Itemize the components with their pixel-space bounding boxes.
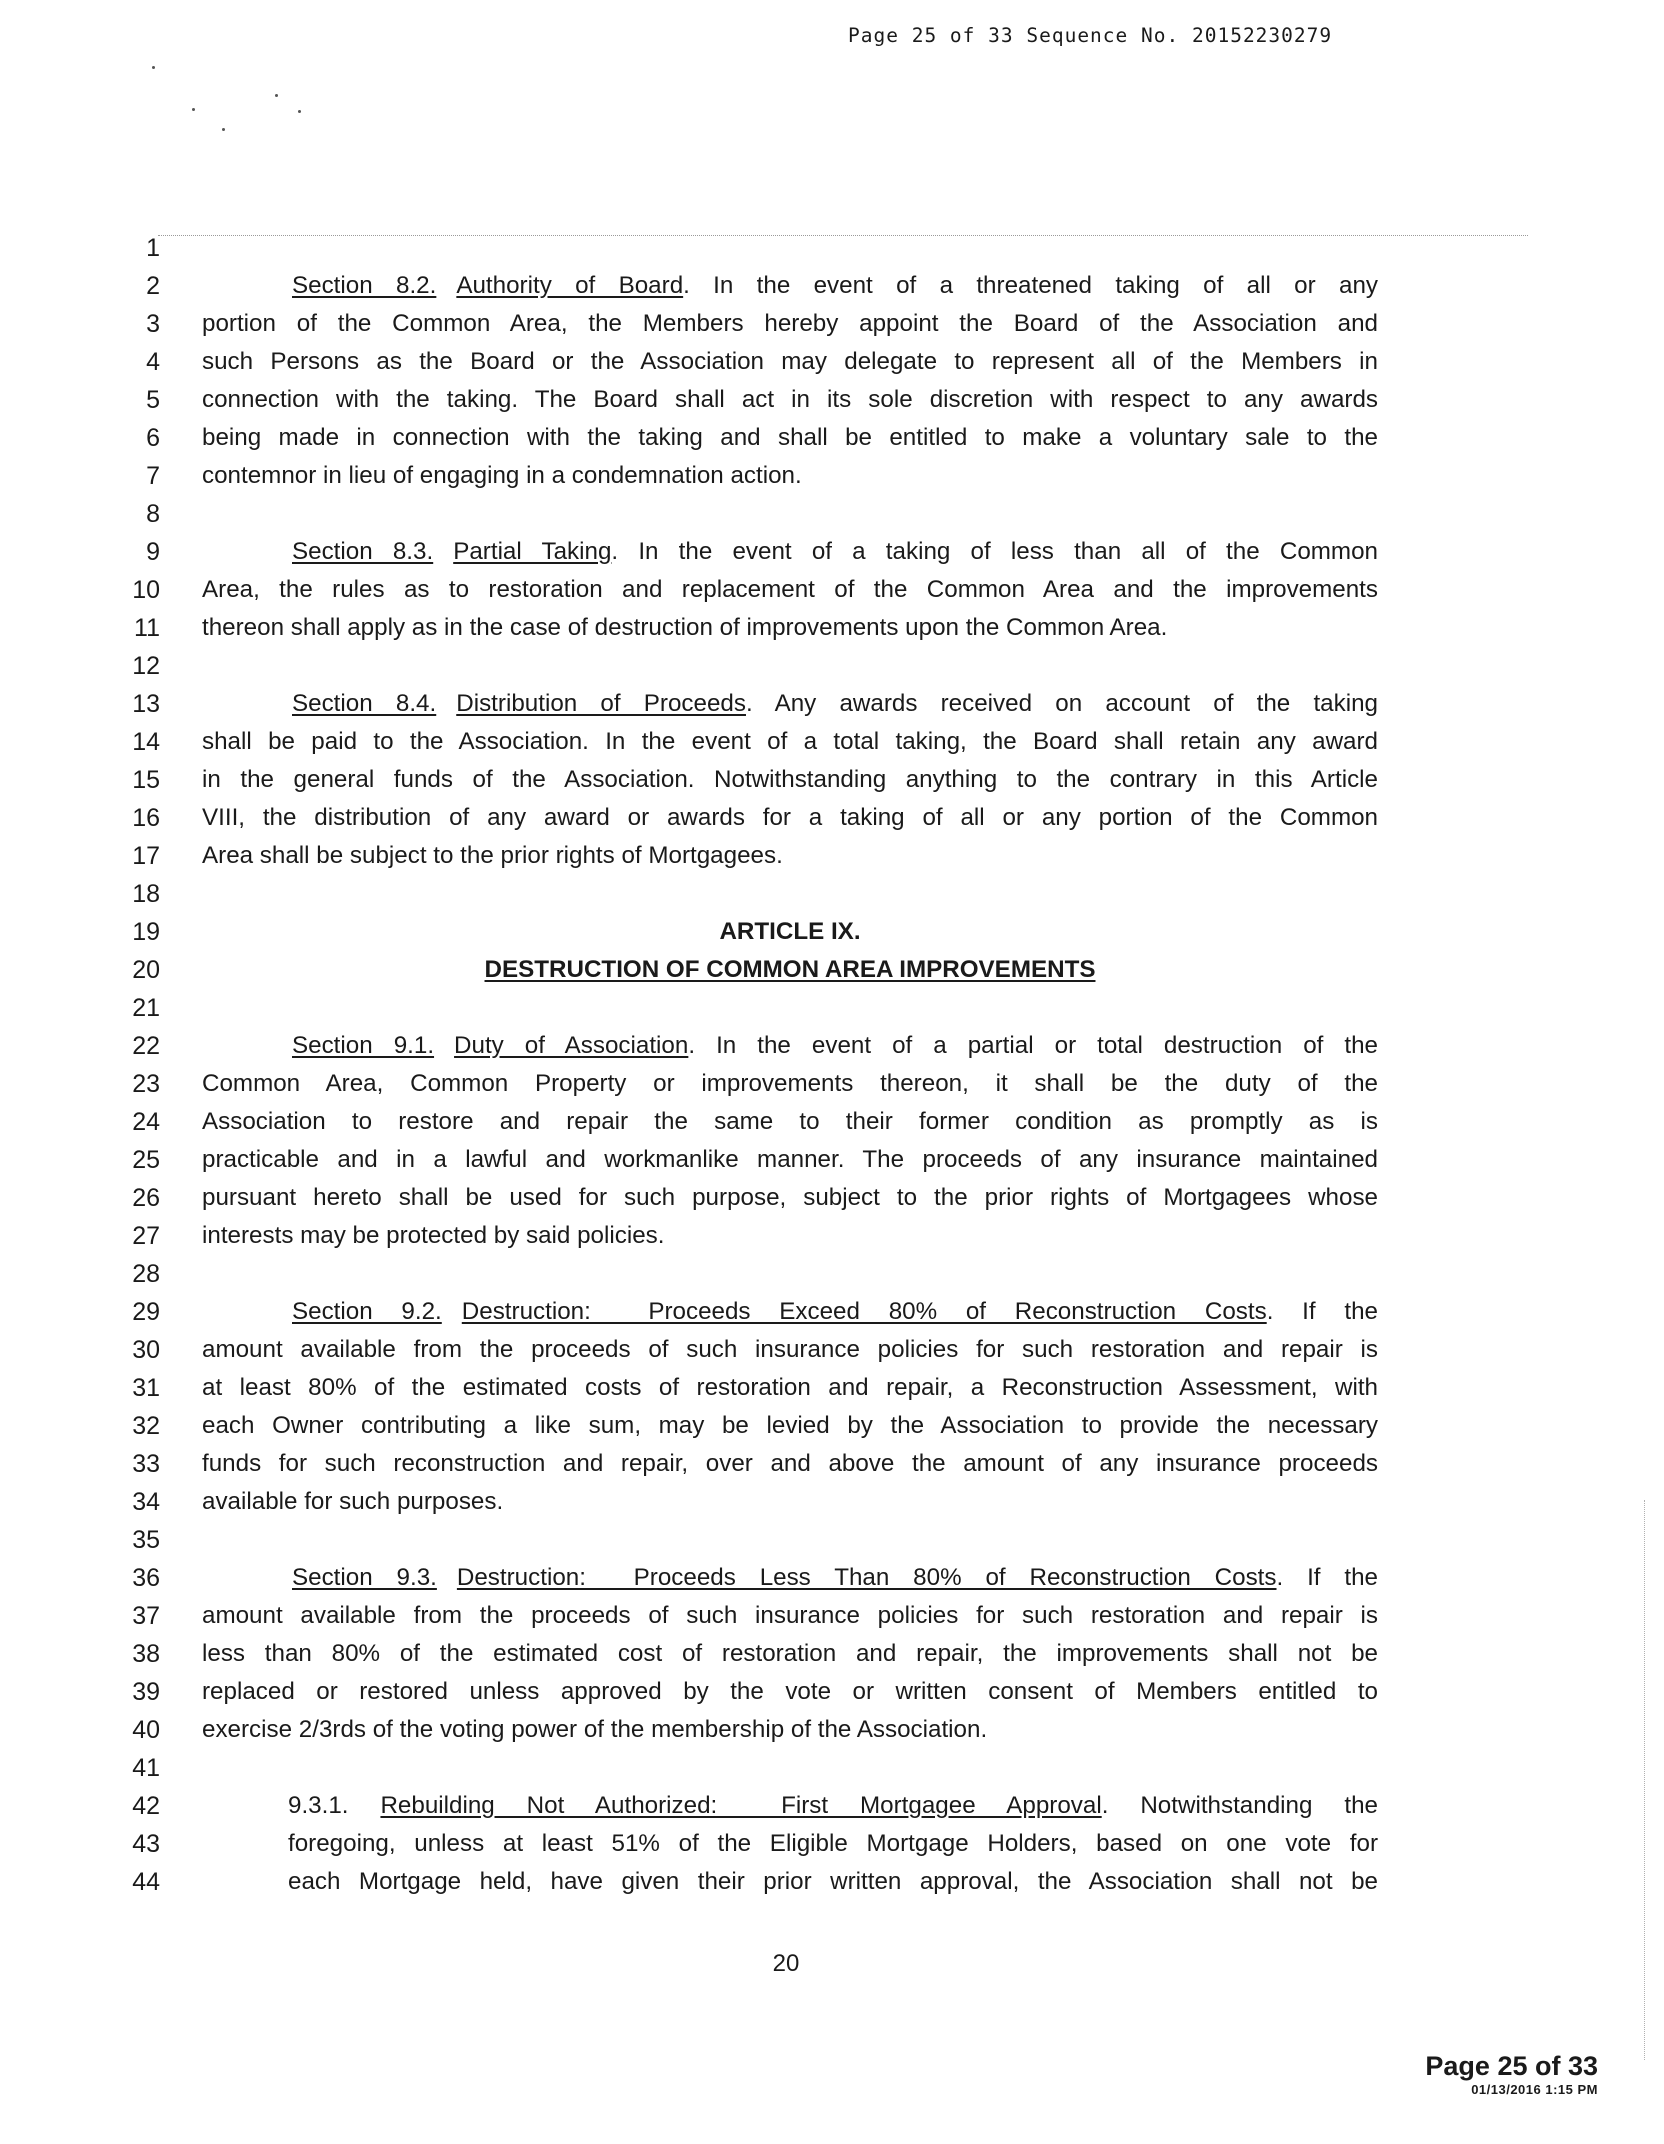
- text-line: Area shall be subject to the prior rights of Mortgagees.: [202, 842, 783, 869]
- text-line: foregoing, unless at least 51% of the Eligible Mortgage Holders, based on one vote for: [288, 1830, 1378, 1857]
- line-number: 5: [146, 386, 160, 414]
- subsection-lead: . Notwithstanding the: [1101, 1792, 1378, 1819]
- line-number: 40: [132, 1716, 160, 1744]
- section-title: Distribution of Proceeds: [456, 690, 746, 717]
- line-number: 20: [132, 956, 160, 984]
- text-line: connection with the taking. The Board shall act in its sole discretion with respect to any awards: [202, 386, 1378, 413]
- line-number: 19: [132, 918, 160, 946]
- section-number: Section 8.4.: [292, 690, 437, 717]
- line-number: 30: [132, 1336, 160, 1364]
- text-line: contemnor in lieu of engaging in a condemnation action.: [202, 462, 802, 489]
- scan-speck: [192, 108, 195, 111]
- section-9-3-lead: [202, 1559, 1378, 1597]
- section-title: Destruction: Proceeds Less Than 80% of Reconstruction Costs: [456, 1564, 1277, 1591]
- line-number: 9: [146, 538, 160, 566]
- line-number: 21: [132, 994, 160, 1022]
- text-line: funds for such reconstruction and repair, over and above the amount of any insurance proceeds: [202, 1450, 1378, 1477]
- line-number: 11: [134, 614, 160, 642]
- line-number: 23: [132, 1070, 160, 1098]
- section-title: Partial Taking: [453, 538, 612, 565]
- line-number: 18: [132, 880, 160, 908]
- scan-speck: [275, 94, 278, 97]
- text-line: Area, the rules as to restoration and replacement of the Common Area and the improvements: [202, 576, 1378, 603]
- line-number: 17: [132, 842, 160, 870]
- line-number: 35: [132, 1526, 160, 1554]
- section-lead: . In the event of a partial or total destruction of the: [688, 1032, 1379, 1059]
- text-line: interests may be protected by said policies.: [202, 1222, 665, 1249]
- line-number: 14: [132, 728, 160, 756]
- text-line: less than 80% of the estimated cost of restoration and repair, the improvements shall not be: [202, 1640, 1378, 1667]
- scan-rule: [158, 235, 1528, 236]
- text-line: in the general funds of the Association. Notwithstanding anything to the contrary in this Article: [202, 766, 1378, 793]
- line-number: 4: [146, 348, 160, 376]
- stamp-page: Page 25 of 33: [1425, 2051, 1598, 2081]
- scan-speck: [152, 66, 155, 69]
- text-line: exercise 2/3rds of the voting power of the membership of the Association.: [202, 1716, 988, 1743]
- line-number: 26: [132, 1184, 160, 1212]
- line-number: 43: [132, 1830, 160, 1858]
- line-number: 22: [132, 1032, 160, 1060]
- line-number: 16: [132, 804, 160, 832]
- scan-speck: [298, 110, 301, 113]
- section-9-2-lead: [202, 1293, 1378, 1331]
- line-number: 44: [132, 1868, 160, 1896]
- subsection-9-3-1-lead: [288, 1787, 1378, 1825]
- line-number: 7: [146, 462, 160, 490]
- section-number: Section 9.1.: [292, 1032, 435, 1059]
- line-number: 38: [132, 1640, 160, 1668]
- text-line: replaced or restored unless approved by the vote or written consent of Members entitled to: [202, 1678, 1378, 1705]
- page-stamp: [1425, 2050, 1598, 2097]
- line-number: 42: [132, 1792, 160, 1820]
- text-line: practicable and in a lawful and workmanlike manner. The proceeds of any insurance maintained: [202, 1146, 1378, 1173]
- section-number: Section 9.3.: [292, 1564, 437, 1591]
- line-number: 36: [132, 1564, 160, 1592]
- line-number: 28: [132, 1260, 160, 1288]
- section-lead: . In the event of a taking of less than all of the Common: [611, 538, 1378, 565]
- line-number: 29: [132, 1298, 160, 1326]
- stamp-datetime: 01/13/2016 1:15 PM: [1471, 2082, 1598, 2097]
- line-number: 25: [132, 1146, 160, 1174]
- section-title: Destruction: Proceeds Exceed 80% of Reconstruction Costs: [461, 1298, 1267, 1325]
- line-number: 41: [132, 1754, 160, 1782]
- section-lead: . Any awards received on account of the taking: [745, 690, 1379, 717]
- line-number: 34: [132, 1488, 160, 1516]
- line-number: 6: [146, 424, 160, 452]
- scan-speck: [222, 128, 225, 131]
- section-number: Section 8.2.: [292, 272, 437, 299]
- text-line: VIII, the distribution of any award or awards for a taking of all or any portion of the Common: [202, 804, 1378, 831]
- section-8-2-lead: [202, 267, 1378, 305]
- text-line: such Persons as the Board or the Association may delegate to represent all of the Members in: [202, 348, 1378, 375]
- section-number: Section 9.2.: [292, 1298, 442, 1325]
- line-number: 31: [132, 1374, 160, 1402]
- line-number: 1: [146, 234, 160, 262]
- line-number: 2: [146, 272, 160, 300]
- text-line: shall be paid to the Association. In the event of a total taking, the Board shall retain any award: [202, 728, 1378, 755]
- article-title: DESTRUCTION OF COMMON AREA IMPROVEMENTS: [484, 956, 1096, 983]
- subsection-number: 9.3.1.: [288, 1792, 349, 1819]
- subsection-title: Rebuilding Not Authorized: First Mortgagee Approval: [380, 1792, 1102, 1819]
- text-line: being made in connection with the taking and shall be entitled to make a voluntary sale to the: [202, 424, 1378, 451]
- section-8-4-lead: [202, 685, 1378, 723]
- line-number: 37: [132, 1602, 160, 1630]
- section-title: Duty of Association: [454, 1032, 689, 1059]
- text-line: available for such purposes.: [202, 1488, 504, 1515]
- text-line: each Mortgage held, have given their prior written approval, the Association shall not be: [288, 1868, 1378, 1895]
- line-number: 15: [132, 766, 160, 794]
- text-line: each Owner contributing a like sum, may be levied by the Association to provide the necessary: [202, 1412, 1378, 1439]
- section-lead: . If the: [1276, 1564, 1378, 1591]
- text-line: at least 80% of the estimated costs of restoration and repair, a Reconstruction Assessment, with: [202, 1374, 1378, 1401]
- section-number: Section 8.3.: [292, 538, 434, 565]
- section-title: Authority of Board: [456, 272, 684, 299]
- section-lead: . If the: [1266, 1298, 1378, 1325]
- text-line: pursuant hereto shall be used for such purpose, subject to the prior rights of Mortgagees whose: [202, 1184, 1378, 1211]
- line-number: 13: [132, 690, 160, 718]
- sequence-header: Page 25 of 33 Sequence No. 20152230279: [848, 24, 1333, 47]
- text-line: thereon shall apply as in the case of destruction of improvements upon the Common Area.: [202, 614, 1168, 641]
- page-number: 20: [772, 1950, 800, 1977]
- section-9-1-lead: [202, 1027, 1378, 1065]
- text-line: amount available from the proceeds of such insurance policies for such restoration and repair is: [202, 1602, 1378, 1629]
- line-number: 39: [132, 1678, 160, 1706]
- text-line: Association to restore and repair the same to their former condition as promptly as is: [202, 1108, 1378, 1135]
- line-number: 12: [132, 652, 160, 680]
- text-line: Common Area, Common Property or improvements thereon, it shall be the duty of the: [202, 1070, 1378, 1097]
- article-heading: ARTICLE IX.: [719, 918, 861, 945]
- line-number: 10: [132, 576, 160, 604]
- line-number: 33: [132, 1450, 160, 1478]
- line-number: 3: [146, 310, 160, 338]
- line-number: 27: [132, 1222, 160, 1250]
- text-line: portion of the Common Area, the Members hereby appoint the Board of the Association and: [202, 310, 1378, 337]
- line-number: 8: [146, 500, 160, 528]
- scan-edge: [1644, 1500, 1645, 2060]
- section-lead: . In the event of a threatened taking of all or any: [683, 272, 1378, 299]
- section-8-3-lead: [202, 533, 1378, 571]
- text-line: amount available from the proceeds of such insurance policies for such restoration and repair is: [202, 1336, 1378, 1363]
- line-number: 32: [132, 1412, 160, 1440]
- line-number: 24: [132, 1108, 160, 1136]
